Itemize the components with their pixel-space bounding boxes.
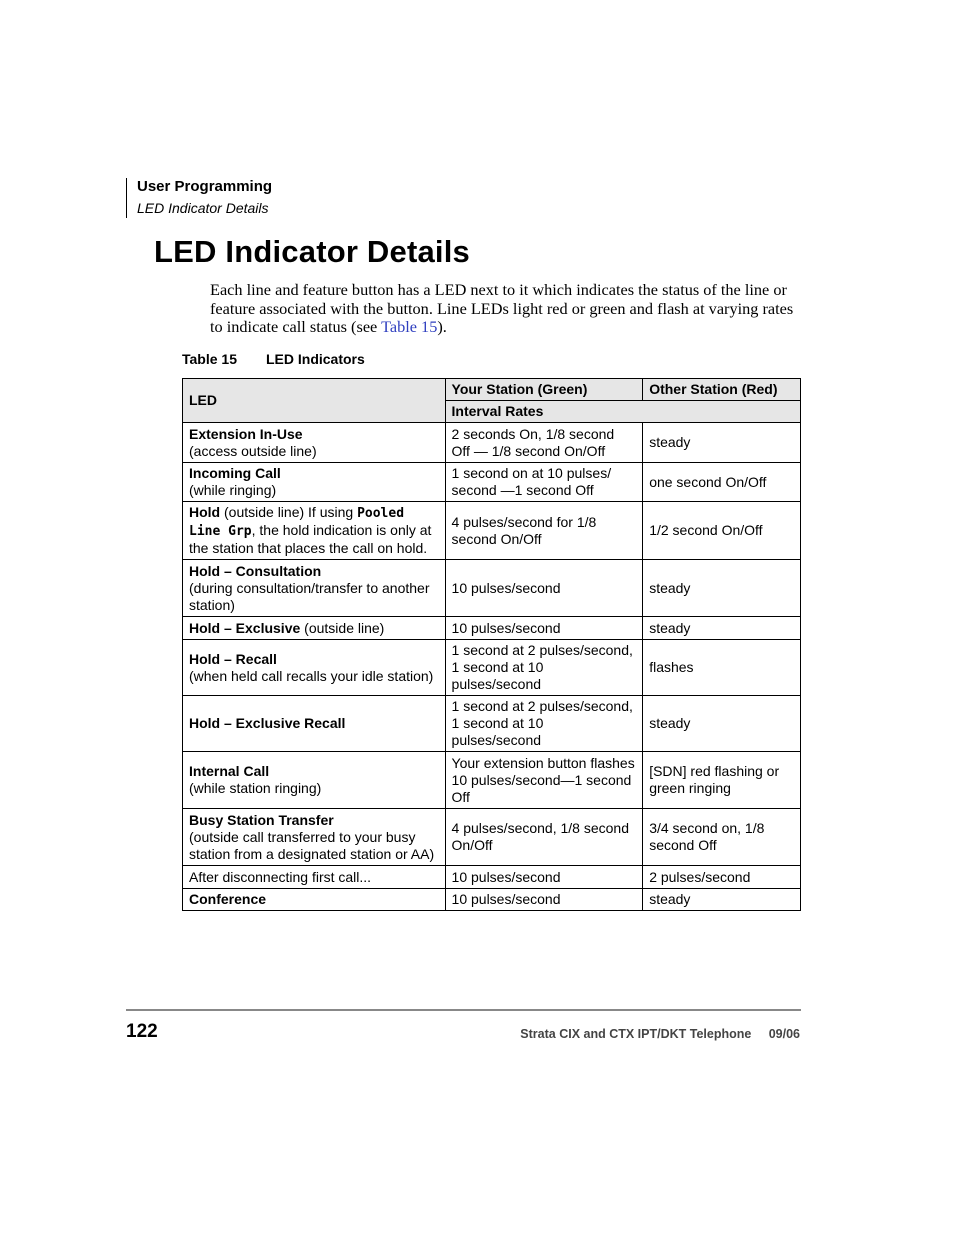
led-description-cont: , the hold indication is only at the station that places the call on hold.	[189, 522, 432, 556]
table-row	[183, 889, 801, 911]
led-name: Incoming Call	[189, 465, 281, 481]
red-rate-cell: steady	[643, 617, 801, 640]
led-description: (during consultation/transfer to another station)	[189, 579, 430, 613]
led-cell	[183, 463, 446, 502]
green-rate-cell: Your extension button flashes 10 pulses/second—1 second Off	[445, 752, 643, 809]
footer-doc-info	[520, 1027, 800, 1041]
led-description: (when held call recalls your idle station)	[189, 667, 434, 684]
footer-rule	[126, 1009, 801, 1011]
table-reference-link[interactable]: Table 15	[381, 317, 438, 337]
green-rate-cell: 10 pulses/second	[445, 617, 643, 640]
intro-text: Each line and feature button has a LED next to it which indicates the status of the line or feature associated with the button. Line LEDs light red or green and flash at varying rates to indicate call status (see	[210, 280, 794, 337]
led-cell	[183, 752, 446, 809]
led-cell: After disconnecting first call...	[183, 866, 446, 889]
table-row	[183, 617, 801, 640]
footer-date: 09/06	[768, 1027, 800, 1041]
table-row	[183, 502, 801, 560]
red-rate-cell: 3/4 second on, 1/8 second Off	[643, 809, 801, 866]
led-description: (outside line)	[300, 619, 385, 636]
pooled-line-grp-term: Pooled Line Grp	[189, 506, 405, 539]
green-rate-cell: 1 second at 2 pulses/second, 1 second at 10 pulses/second	[445, 640, 643, 696]
red-rate-cell: [SDN] red flashing or green ringing	[643, 752, 801, 809]
led-indicators-table	[182, 378, 801, 911]
led-description: (outside line) If using	[220, 504, 358, 520]
intro-text-end: ).	[437, 317, 447, 337]
running-header-section: User Programming	[137, 178, 273, 195]
led-name: Hold	[189, 504, 221, 520]
led-cell	[183, 640, 446, 696]
header-interval-rates: Interval Rates	[445, 401, 800, 423]
led-name: Hold – Consultation	[189, 562, 322, 579]
table-row	[183, 560, 801, 617]
led-cell	[183, 617, 446, 640]
green-rate-cell: 4 pulses/second, 1/8 second On/Off	[445, 809, 643, 866]
table-row	[183, 866, 801, 889]
table-row	[183, 463, 801, 502]
led-name: Hold – Exclusive	[189, 619, 301, 636]
green-rate-cell: 10 pulses/second	[445, 866, 643, 889]
green-rate-cell: 1 second at 2 pulses/second, 1 second at 10 pulses/second	[445, 696, 643, 752]
green-rate-cell: 1 second on at 10 pulses/ second —1 second Off	[445, 463, 643, 502]
red-rate-cell: 2 pulses/second	[643, 866, 801, 889]
table-row	[183, 752, 801, 809]
table-caption	[182, 351, 365, 367]
led-name: Extension In-Use	[189, 425, 303, 442]
led-cell	[183, 502, 446, 560]
led-name: Conference	[189, 891, 267, 907]
intro-paragraph	[210, 281, 802, 337]
table-row	[183, 696, 801, 752]
led-name: Busy Station Transfer	[189, 811, 334, 828]
green-rate-cell: 4 pulses/second for 1/8 second On/Off	[445, 502, 643, 560]
green-rate-cell: 10 pulses/second	[445, 560, 643, 617]
header-other-station: Other Station (Red)	[643, 379, 801, 401]
green-rate-cell: 10 pulses/second	[445, 889, 643, 911]
red-rate-cell: steady	[643, 696, 801, 752]
header-rule	[126, 178, 127, 218]
red-rate-cell: flashes	[643, 640, 801, 696]
led-description: (outside call transferred to your busy station from a designated station or AA)	[189, 828, 435, 862]
led-description: (while ringing)	[189, 482, 277, 498]
led-description: (while station ringing)	[189, 780, 322, 796]
red-rate-cell: 1/2 second On/Off	[643, 502, 801, 560]
table-row	[183, 809, 801, 866]
led-cell	[183, 889, 446, 911]
header-led: LED	[183, 379, 446, 423]
red-rate-cell: steady	[643, 423, 801, 463]
page-number: 122	[126, 1021, 158, 1042]
led-cell	[183, 696, 446, 752]
table-row	[183, 423, 801, 463]
footer-doc-title: Strata CIX and CTX IPT/DKT Telephone	[520, 1027, 752, 1041]
table-row	[183, 640, 801, 696]
red-rate-cell: one second On/Off	[643, 463, 801, 502]
led-cell	[183, 423, 446, 463]
header-your-station: Your Station (Green)	[445, 379, 643, 401]
red-rate-cell: steady	[643, 889, 801, 911]
green-rate-cell: 2 seconds On, 1/8 second Off — 1/8 second On/Off	[445, 423, 643, 463]
led-name: Hold – Exclusive Recall	[189, 715, 346, 731]
led-name: Internal Call	[189, 763, 270, 779]
red-rate-cell: steady	[643, 560, 801, 617]
table-caption-title: LED Indicators	[266, 351, 365, 367]
led-name: Hold – Recall	[189, 650, 277, 667]
table-header-row	[183, 379, 801, 401]
led-description: (access outside line)	[189, 442, 317, 459]
led-cell	[183, 560, 446, 617]
page-title: LED Indicator Details	[154, 234, 470, 269]
led-cell	[183, 809, 446, 866]
running-header-subsection: LED Indicator Details	[137, 200, 269, 216]
table-caption-label: Table 15	[182, 351, 237, 367]
